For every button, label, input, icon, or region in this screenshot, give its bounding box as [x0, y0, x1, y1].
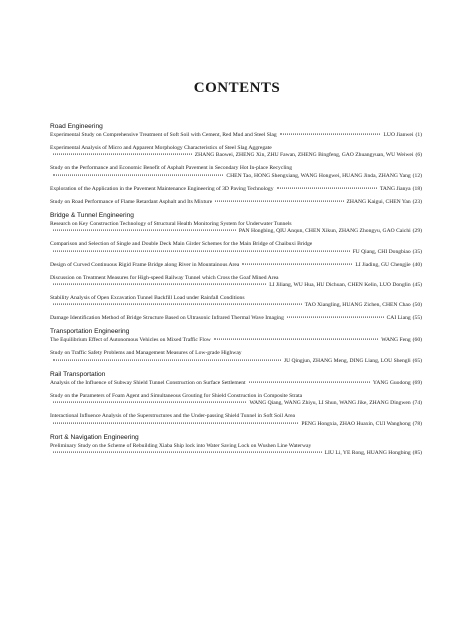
dot-leader — [277, 187, 377, 188]
dot-leader — [53, 250, 350, 251]
entry-page-number: (74) — [412, 400, 422, 407]
entry-authors: WANG Feng — [381, 337, 411, 344]
entry-authors: LIU Li, YE Rong, HUANG Hongbing — [324, 450, 411, 457]
toc-entry[interactable] — [50, 295, 422, 310]
entry-title: Study on the Parameters of Foam Agent and Simultaneous Grouting for Shield Construction in Composite Strata — [50, 392, 303, 399]
entry-title: Preliminary Study on the Scheme of Rebuilding Xiaba Ship lock into Water Saving Lock on Wushen Line Waterway — [50, 442, 312, 449]
entry-page-number: (35) — [412, 248, 422, 255]
entry-authors: LI Jiading, GU Chengjie — [355, 261, 411, 268]
entry-title: Analysis of the Influence of Subway Shield Tunnel Construction on Surface Settlement — [50, 379, 246, 386]
section-heading: Rail Transportation — [50, 370, 106, 378]
section-heading: Transportation Engineering — [50, 328, 130, 336]
entry-page-number: (65) — [412, 357, 422, 364]
entry-page-number: (69) — [412, 379, 422, 386]
toc-entry[interactable] — [50, 275, 422, 290]
dot-leader — [249, 381, 370, 382]
toc-entry[interactable] — [50, 413, 422, 428]
dot-leader — [280, 134, 381, 135]
dot-leader — [214, 339, 378, 340]
entry-page-number: (1) — [415, 132, 422, 138]
entry-title: Stability Analysis of Open Excavation Tunnel Backfill Load under Rainfall Conditions — [50, 295, 245, 302]
entry-authors: CHEN Tao, HONG Shengxiang, WANG Hongwei, HUANG Jinda, ZHANG Yang — [226, 172, 411, 179]
entry-title: Interactional Influence Analysis of the Superstructures and the Under-passing Shield Tunnel in Soft Soil Area — [50, 413, 296, 420]
toc-entry[interactable] — [50, 145, 422, 160]
dot-leader — [53, 402, 246, 403]
entry-page-number: (45) — [412, 282, 422, 289]
toc-entry[interactable] — [50, 315, 422, 322]
entry-title: Research on Key Construction Technology of Structural Health Monitoring System for Underwater Tunnels — [50, 220, 292, 227]
dot-leader — [53, 304, 302, 305]
dot-leader — [53, 284, 266, 285]
dot-leader — [53, 174, 223, 175]
entry-page-number: (78) — [412, 420, 422, 427]
entry-authors: LI Jiliang, WU Hua, HU Dichuan, CHEN Kelin, LUO Donglin — [269, 282, 411, 289]
entry-authors: YANG Guodong — [372, 379, 411, 386]
entry-title: The Equilibrium Effect of Autonomous Vehicles on Mixed Traffic Flow — [50, 337, 211, 344]
toc-entry[interactable] — [50, 380, 422, 387]
entry-page-number: (23) — [412, 198, 422, 205]
dot-leader — [53, 452, 322, 453]
entry-authors: PAN Hongbing, QIU Anqun, CHEN Xikun, ZHANG Zhongyu, GAO Caichi — [238, 228, 411, 235]
dot-leader — [53, 422, 298, 423]
entry-authors: FU Qiang, CHI Dongbiao — [352, 248, 411, 255]
entry-title: Study on Traffic Safety Problems and Management Measures of Low-grade Highway — [50, 350, 242, 357]
dot-leader — [53, 359, 281, 360]
entry-title: Design of Curved Continuous Rigid Frame Bridge along River in Mountainous Area — [50, 261, 240, 268]
entry-title: Study on Road Performance of Flame Retardant Asphalt and Its Mixture — [50, 198, 213, 205]
entry-title: Exploration of the Application in the Pavement Maintenance Engineering of 3D Paving Technology — [50, 185, 274, 192]
entry-authors: ZHANG Kaigui, CHEN Yan — [346, 198, 411, 205]
entry-page-number: (40) — [412, 261, 422, 268]
entry-page-number: (6) — [415, 152, 422, 159]
toc-entry[interactable] — [50, 350, 422, 365]
dot-leader — [215, 200, 343, 201]
entry-page-number: (85) — [412, 450, 422, 457]
entry-title: Damage Identification Method of Bridge Structure Based on Ultrasonic Infrared Thermal Wave Imaging — [50, 315, 284, 322]
page-title: CONTENTS — [193, 80, 281, 96]
entry-title: Experimental Analysis of Micro and Apparent Morphology Characteristics of Steel Slag Aggregate — [50, 145, 272, 151]
toc-entry[interactable] — [50, 199, 422, 206]
entry-title: Study on the Performance and Economic Benefit of Asphalt Pavement in Secondary Hot In-place Recycling — [50, 165, 293, 172]
entry-authors: JU Qingjun, ZHANG Meng, DING Liang, LOU Shengli — [283, 357, 411, 364]
entry-title: Discussion on Treatment Measures for High-speed Railway Tunnel which Cross the Goaf Mined Area — [50, 274, 279, 281]
section-heading: Road Engineering — [50, 123, 103, 130]
section-heading: Rort & Navigation Engineering — [50, 433, 139, 441]
entry-page-number: (18) — [412, 185, 422, 192]
toc-entry[interactable] — [50, 241, 422, 256]
toc-entry[interactable] — [50, 221, 422, 236]
entry-title: Experimental Study on Comprehensive Treatment of Soft Soil with Cement, Red Mud and Steel Slag — [50, 132, 277, 138]
toc-entry[interactable] — [50, 393, 422, 408]
entry-authors: LUO Jianwei — [383, 132, 414, 138]
toc-entry[interactable] — [50, 337, 422, 344]
toc-entry[interactable] — [50, 165, 422, 180]
entry-title: Comparison and Selection of Single and Double Deck Main Girder Schemes for the Main Bridge of Chaibuxi Bridge — [50, 241, 313, 248]
entry-authors: TAO Xiangling, HUANG Zichen, CHEN Chao — [304, 302, 411, 309]
entry-authors: TANG Jianya — [379, 185, 411, 192]
dot-leader — [242, 263, 352, 264]
section-heading: Bridge & Tunnel Engineering — [50, 211, 134, 219]
dot-leader — [53, 154, 192, 155]
dot-leader — [53, 230, 236, 231]
toc-entry[interactable] — [50, 186, 422, 193]
entry-page-number: (55) — [412, 315, 422, 322]
entry-authors: CAI Liang — [386, 315, 411, 322]
entry-page-number: (29) — [412, 228, 422, 235]
dot-leader — [287, 317, 384, 318]
entry-page-number: (60) — [412, 337, 422, 344]
toc-entry[interactable] — [50, 132, 422, 139]
entry-page-number: (12) — [412, 172, 422, 179]
entry-authors: ZHANG Baowei, ZHENG Xin, ZHU Fawan, ZHENG Bingfeng, GAO Zhuangyuan, WU Weiwei — [194, 152, 414, 159]
toc-entry[interactable] — [50, 262, 422, 269]
entry-authors: WANG Qiang, WANG Zhiyu, LI Shun, WANG Jike, ZHANG Dingwen — [249, 400, 411, 407]
entry-page-number: (50) — [412, 302, 422, 309]
toc-entry[interactable] — [50, 443, 422, 458]
entry-authors: PENG Hongxia, ZHAO Huaxin, CUI Wanghong — [301, 420, 411, 427]
table-of-contents — [50, 120, 422, 463]
